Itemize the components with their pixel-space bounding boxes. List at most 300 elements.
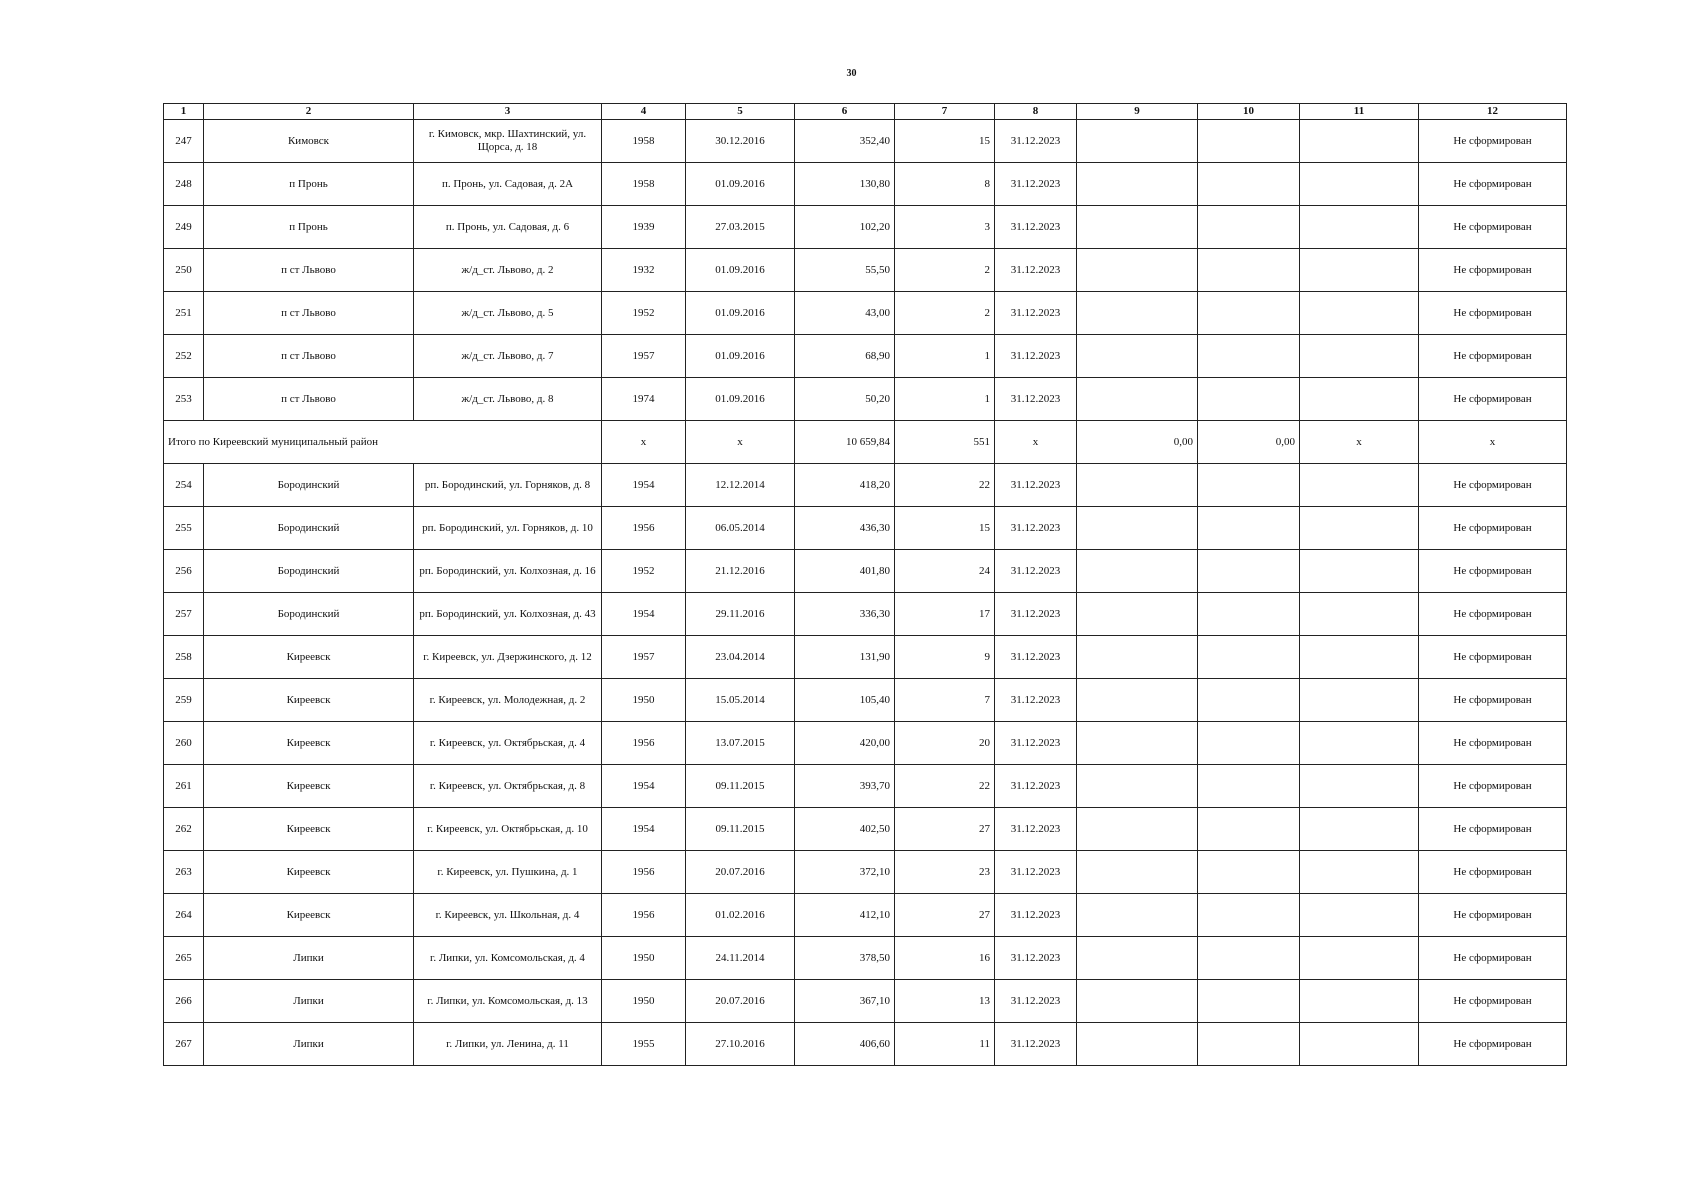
area-cell: 43,00 (795, 292, 895, 335)
row-number: 265 (164, 937, 204, 980)
col-9-cell (1077, 636, 1198, 679)
address-cell: г. Киреевск, ул. Молодежная, д. 2 (414, 679, 602, 722)
row-number: 262 (164, 808, 204, 851)
address-cell: п. Пронь, ул. Садовая, д. 6 (414, 206, 602, 249)
deadline-cell: 31.12.2023 (995, 507, 1077, 550)
col-11-cell (1300, 507, 1419, 550)
total-col-11: x (1300, 421, 1419, 464)
residents-cell: 11 (895, 1023, 995, 1066)
year-cell: 1954 (602, 593, 686, 636)
row-number: 261 (164, 765, 204, 808)
total-year: x (602, 421, 686, 464)
settlement-cell: Киреевск (204, 808, 414, 851)
table-row (164, 765, 1567, 808)
table-row (164, 120, 1567, 163)
residents-cell: 13 (895, 980, 995, 1023)
residents-cell: 15 (895, 120, 995, 163)
row-number: 248 (164, 163, 204, 206)
total-deadline: x (995, 421, 1077, 464)
residents-cell: 3 (895, 206, 995, 249)
date-cell: 21.12.2016 (686, 550, 795, 593)
table-row (164, 464, 1567, 507)
year-cell: 1932 (602, 249, 686, 292)
table-row (164, 679, 1567, 722)
residents-cell: 23 (895, 851, 995, 894)
table-row (164, 722, 1567, 765)
date-cell: 01.02.2016 (686, 894, 795, 937)
column-number: 9 (1077, 104, 1198, 120)
col-11-cell (1300, 722, 1419, 765)
column-number: 4 (602, 104, 686, 120)
address-cell: г. Киреевск, ул. Октябрьская, д. 10 (414, 808, 602, 851)
column-number: 2 (204, 104, 414, 120)
status-cell: Не сформирован (1419, 808, 1567, 851)
year-cell: 1956 (602, 507, 686, 550)
status-cell: Не сформирован (1419, 722, 1567, 765)
status-cell: Не сформирован (1419, 292, 1567, 335)
address-cell: ж/д_ст. Львово, д. 7 (414, 335, 602, 378)
residents-cell: 27 (895, 808, 995, 851)
settlement-cell: Киреевск (204, 851, 414, 894)
year-cell: 1957 (602, 335, 686, 378)
column-number: 8 (995, 104, 1077, 120)
settlement-cell: Киреевск (204, 894, 414, 937)
deadline-cell: 31.12.2023 (995, 851, 1077, 894)
col-10-cell (1198, 679, 1300, 722)
col-9-cell (1077, 550, 1198, 593)
row-number: 254 (164, 464, 204, 507)
residents-cell: 2 (895, 292, 995, 335)
row-number: 251 (164, 292, 204, 335)
status-cell: Не сформирован (1419, 550, 1567, 593)
date-cell: 01.09.2016 (686, 163, 795, 206)
total-section (164, 421, 1567, 464)
col-11-cell (1300, 163, 1419, 206)
year-cell: 1974 (602, 378, 686, 421)
residents-cell: 22 (895, 765, 995, 808)
area-cell: 102,20 (795, 206, 895, 249)
settlement-cell: Бородинский (204, 464, 414, 507)
deadline-cell: 31.12.2023 (995, 335, 1077, 378)
col-10-cell (1198, 378, 1300, 421)
deadline-cell: 31.12.2023 (995, 120, 1077, 163)
settlement-cell: Бородинский (204, 507, 414, 550)
status-cell: Не сформирован (1419, 679, 1567, 722)
col-11-cell (1300, 1023, 1419, 1066)
date-cell: 01.09.2016 (686, 292, 795, 335)
area-cell: 378,50 (795, 937, 895, 980)
col-10-cell (1198, 894, 1300, 937)
date-cell: 20.07.2016 (686, 980, 795, 1023)
area-cell: 367,10 (795, 980, 895, 1023)
date-cell: 27.10.2016 (686, 1023, 795, 1066)
table-row (164, 292, 1567, 335)
col-11-cell (1300, 550, 1419, 593)
residents-cell: 27 (895, 894, 995, 937)
year-cell: 1954 (602, 808, 686, 851)
year-cell: 1950 (602, 679, 686, 722)
row-number: 266 (164, 980, 204, 1023)
date-cell: 15.05.2014 (686, 679, 795, 722)
date-cell: 29.11.2016 (686, 593, 795, 636)
row-number: 259 (164, 679, 204, 722)
status-cell: Не сформирован (1419, 206, 1567, 249)
col-9-cell (1077, 249, 1198, 292)
col-10-cell (1198, 636, 1300, 679)
area-cell: 131,90 (795, 636, 895, 679)
col-10-cell (1198, 120, 1300, 163)
settlement-cell: п ст Львово (204, 292, 414, 335)
address-cell: рп. Бородинский, ул. Колхозная, д. 16 (414, 550, 602, 593)
deadline-cell: 31.12.2023 (995, 808, 1077, 851)
table-row (164, 550, 1567, 593)
col-9-cell (1077, 937, 1198, 980)
date-cell: 20.07.2016 (686, 851, 795, 894)
area-cell: 336,30 (795, 593, 895, 636)
year-cell: 1958 (602, 120, 686, 163)
column-number: 6 (795, 104, 895, 120)
residents-cell: 1 (895, 378, 995, 421)
settlement-cell: Кимовск (204, 120, 414, 163)
status-cell: Не сформирован (1419, 894, 1567, 937)
settlement-cell: Киреевск (204, 636, 414, 679)
col-10-cell (1198, 1023, 1300, 1066)
year-cell: 1939 (602, 206, 686, 249)
col-11-cell (1300, 679, 1419, 722)
col-10-cell (1198, 722, 1300, 765)
residents-cell: 9 (895, 636, 995, 679)
address-cell: г. Киреевск, ул. Школьная, д. 4 (414, 894, 602, 937)
column-number: 3 (414, 104, 602, 120)
total-residents: 551 (895, 421, 995, 464)
col-9-cell (1077, 464, 1198, 507)
address-cell: п. Пронь, ул. Садовая, д. 2А (414, 163, 602, 206)
date-cell: 09.11.2015 (686, 765, 795, 808)
settlement-cell: Киреевск (204, 722, 414, 765)
area-cell: 105,40 (795, 679, 895, 722)
address-cell: ж/д_ст. Львово, д. 2 (414, 249, 602, 292)
date-cell: 24.11.2014 (686, 937, 795, 980)
col-11-cell (1300, 206, 1419, 249)
address-cell: г. Киреевск, ул. Октябрьская, д. 4 (414, 722, 602, 765)
deadline-cell: 31.12.2023 (995, 1023, 1077, 1066)
col-10-cell (1198, 980, 1300, 1023)
deadline-cell: 31.12.2023 (995, 765, 1077, 808)
address-cell: г. Киреевск, ул. Октябрьская, д. 8 (414, 765, 602, 808)
date-cell: 01.09.2016 (686, 378, 795, 421)
status-cell: Не сформирован (1419, 593, 1567, 636)
row-number: 252 (164, 335, 204, 378)
date-cell: 01.09.2016 (686, 335, 795, 378)
status-cell: Не сформирован (1419, 937, 1567, 980)
table-row (164, 1023, 1567, 1066)
area-cell: 406,60 (795, 1023, 895, 1066)
area-cell: 436,30 (795, 507, 895, 550)
col-9-cell (1077, 1023, 1198, 1066)
col-9-cell (1077, 206, 1198, 249)
address-cell: г. Липки, ул. Комсомольская, д. 4 (414, 937, 602, 980)
row-number: 256 (164, 550, 204, 593)
deadline-cell: 31.12.2023 (995, 636, 1077, 679)
col-11-cell (1300, 937, 1419, 980)
col-11-cell (1300, 765, 1419, 808)
year-cell: 1952 (602, 292, 686, 335)
col-9-cell (1077, 335, 1198, 378)
settlement-cell: Киреевск (204, 679, 414, 722)
deadline-cell: 31.12.2023 (995, 894, 1077, 937)
col-10-cell (1198, 937, 1300, 980)
col-11-cell (1300, 464, 1419, 507)
area-cell: 401,80 (795, 550, 895, 593)
deadline-cell: 31.12.2023 (995, 550, 1077, 593)
status-cell: Не сформирован (1419, 464, 1567, 507)
col-10-cell (1198, 249, 1300, 292)
settlement-cell: п ст Львово (204, 335, 414, 378)
column-number: 12 (1419, 104, 1567, 120)
col-11-cell (1300, 808, 1419, 851)
deadline-cell: 31.12.2023 (995, 980, 1077, 1023)
col-10-cell (1198, 765, 1300, 808)
table-row (164, 593, 1567, 636)
status-cell: Не сформирован (1419, 507, 1567, 550)
page-number: 30 (846, 68, 857, 79)
area-cell: 55,50 (795, 249, 895, 292)
status-cell: Не сформирован (1419, 765, 1567, 808)
address-cell: г. Киреевск, ул. Пушкина, д. 1 (414, 851, 602, 894)
address-cell: г. Киреевск, ул. Дзержинского, д. 12 (414, 636, 602, 679)
deadline-cell: 31.12.2023 (995, 679, 1077, 722)
status-cell: Не сформирован (1419, 1023, 1567, 1066)
table-body-group-b (164, 464, 1567, 1066)
table-row (164, 808, 1567, 851)
residents-cell: 22 (895, 464, 995, 507)
col-10-cell (1198, 507, 1300, 550)
col-9-cell (1077, 894, 1198, 937)
total-col-10: 0,00 (1198, 421, 1300, 464)
row-number: 249 (164, 206, 204, 249)
status-cell: Не сформирован (1419, 851, 1567, 894)
housing-registry-table (163, 103, 1567, 1066)
address-cell: ж/д_ст. Львово, д. 5 (414, 292, 602, 335)
status-cell: Не сформирован (1419, 120, 1567, 163)
date-cell: 06.05.2014 (686, 507, 795, 550)
address-cell: г. Липки, ул. Ленина, д. 11 (414, 1023, 602, 1066)
status-cell: Не сформирован (1419, 249, 1567, 292)
residents-cell: 16 (895, 937, 995, 980)
table-row (164, 507, 1567, 550)
col-9-cell (1077, 679, 1198, 722)
col-9-cell (1077, 851, 1198, 894)
col-9-cell (1077, 292, 1198, 335)
deadline-cell: 31.12.2023 (995, 249, 1077, 292)
deadline-cell: 31.12.2023 (995, 378, 1077, 421)
column-number: 5 (686, 104, 795, 120)
col-11-cell (1300, 636, 1419, 679)
total-col-9: 0,00 (1077, 421, 1198, 464)
deadline-cell: 31.12.2023 (995, 722, 1077, 765)
total-date: x (686, 421, 795, 464)
column-number: 7 (895, 104, 995, 120)
column-number: 11 (1300, 104, 1419, 120)
deadline-cell: 31.12.2023 (995, 937, 1077, 980)
deadline-cell: 31.12.2023 (995, 206, 1077, 249)
settlement-cell: п Пронь (204, 206, 414, 249)
year-cell: 1957 (602, 636, 686, 679)
table-row (164, 378, 1567, 421)
col-10-cell (1198, 206, 1300, 249)
total-row (164, 421, 1567, 464)
col-11-cell (1300, 378, 1419, 421)
col-9-cell (1077, 980, 1198, 1023)
area-cell: 418,20 (795, 464, 895, 507)
col-9-cell (1077, 507, 1198, 550)
date-cell: 13.07.2015 (686, 722, 795, 765)
year-cell: 1958 (602, 163, 686, 206)
settlement-cell: п ст Львово (204, 378, 414, 421)
column-number: 10 (1198, 104, 1300, 120)
settlement-cell: п ст Львово (204, 249, 414, 292)
col-11-cell (1300, 335, 1419, 378)
col-11-cell (1300, 120, 1419, 163)
area-cell: 412,10 (795, 894, 895, 937)
settlement-cell: Липки (204, 1023, 414, 1066)
year-cell: 1954 (602, 464, 686, 507)
address-cell: ж/д_ст. Львово, д. 8 (414, 378, 602, 421)
row-number: 258 (164, 636, 204, 679)
residents-cell: 1 (895, 335, 995, 378)
col-10-cell (1198, 464, 1300, 507)
settlement-cell: п Пронь (204, 163, 414, 206)
status-cell: Не сформирован (1419, 980, 1567, 1023)
col-10-cell (1198, 851, 1300, 894)
year-cell: 1956 (602, 894, 686, 937)
settlement-cell: Бородинский (204, 593, 414, 636)
address-cell: г. Кимовск, мкр. Шахтинский, ул. Щорса, д. 18 (414, 120, 602, 163)
table-row (164, 163, 1567, 206)
header-row (164, 104, 1567, 120)
status-cell: Не сформирован (1419, 636, 1567, 679)
col-9-cell (1077, 120, 1198, 163)
col-9-cell (1077, 163, 1198, 206)
total-status: x (1419, 421, 1567, 464)
date-cell: 30.12.2016 (686, 120, 795, 163)
date-cell: 23.04.2014 (686, 636, 795, 679)
col-10-cell (1198, 550, 1300, 593)
residents-cell: 8 (895, 163, 995, 206)
col-9-cell (1077, 722, 1198, 765)
area-cell: 420,00 (795, 722, 895, 765)
area-cell: 402,50 (795, 808, 895, 851)
row-number: 253 (164, 378, 204, 421)
address-cell: рп. Бородинский, ул. Горняков, д. 10 (414, 507, 602, 550)
table-row (164, 894, 1567, 937)
address-cell: рп. Бородинский, ул. Горняков, д. 8 (414, 464, 602, 507)
col-10-cell (1198, 335, 1300, 378)
settlement-cell: Липки (204, 980, 414, 1023)
year-cell: 1954 (602, 765, 686, 808)
year-cell: 1950 (602, 937, 686, 980)
total-label: Итого по Киреевский муниципальный район (164, 421, 602, 464)
row-number: 264 (164, 894, 204, 937)
year-cell: 1956 (602, 851, 686, 894)
residents-cell: 17 (895, 593, 995, 636)
col-10-cell (1198, 292, 1300, 335)
row-number: 260 (164, 722, 204, 765)
status-cell: Не сформирован (1419, 378, 1567, 421)
col-11-cell (1300, 292, 1419, 335)
col-10-cell (1198, 593, 1300, 636)
table-row (164, 335, 1567, 378)
area-cell: 68,90 (795, 335, 895, 378)
address-cell: г. Липки, ул. Комсомольская, д. 13 (414, 980, 602, 1023)
col-11-cell (1300, 851, 1419, 894)
residents-cell: 24 (895, 550, 995, 593)
column-number: 1 (164, 104, 204, 120)
row-number: 267 (164, 1023, 204, 1066)
column-number-header (164, 104, 1567, 120)
area-cell: 130,80 (795, 163, 895, 206)
date-cell: 09.11.2015 (686, 808, 795, 851)
table-row (164, 206, 1567, 249)
year-cell: 1955 (602, 1023, 686, 1066)
settlement-cell: Липки (204, 937, 414, 980)
date-cell: 27.03.2015 (686, 206, 795, 249)
year-cell: 1950 (602, 980, 686, 1023)
area-cell: 352,40 (795, 120, 895, 163)
settlement-cell: Бородинский (204, 550, 414, 593)
deadline-cell: 31.12.2023 (995, 292, 1077, 335)
status-cell: Не сформирован (1419, 163, 1567, 206)
area-cell: 50,20 (795, 378, 895, 421)
col-11-cell (1300, 980, 1419, 1023)
date-cell: 12.12.2014 (686, 464, 795, 507)
col-11-cell (1300, 593, 1419, 636)
row-number: 255 (164, 507, 204, 550)
col-10-cell (1198, 808, 1300, 851)
total-area: 10 659,84 (795, 421, 895, 464)
table-row (164, 937, 1567, 980)
year-cell: 1956 (602, 722, 686, 765)
year-cell: 1952 (602, 550, 686, 593)
residents-cell: 20 (895, 722, 995, 765)
table-row (164, 249, 1567, 292)
area-cell: 393,70 (795, 765, 895, 808)
table-body-group-a (164, 120, 1567, 421)
col-11-cell (1300, 894, 1419, 937)
area-cell: 372,10 (795, 851, 895, 894)
row-number: 250 (164, 249, 204, 292)
col-9-cell (1077, 593, 1198, 636)
row-number: 247 (164, 120, 204, 163)
residents-cell: 7 (895, 679, 995, 722)
col-9-cell (1077, 808, 1198, 851)
col-10-cell (1198, 163, 1300, 206)
col-9-cell (1077, 378, 1198, 421)
col-9-cell (1077, 765, 1198, 808)
row-number: 257 (164, 593, 204, 636)
deadline-cell: 31.12.2023 (995, 163, 1077, 206)
deadline-cell: 31.12.2023 (995, 464, 1077, 507)
status-cell: Не сформирован (1419, 335, 1567, 378)
deadline-cell: 31.12.2023 (995, 593, 1077, 636)
col-11-cell (1300, 249, 1419, 292)
date-cell: 01.09.2016 (686, 249, 795, 292)
table-row (164, 851, 1567, 894)
residents-cell: 2 (895, 249, 995, 292)
row-number: 263 (164, 851, 204, 894)
settlement-cell: Киреевск (204, 765, 414, 808)
address-cell: рп. Бородинский, ул. Колхозная, д. 43 (414, 593, 602, 636)
